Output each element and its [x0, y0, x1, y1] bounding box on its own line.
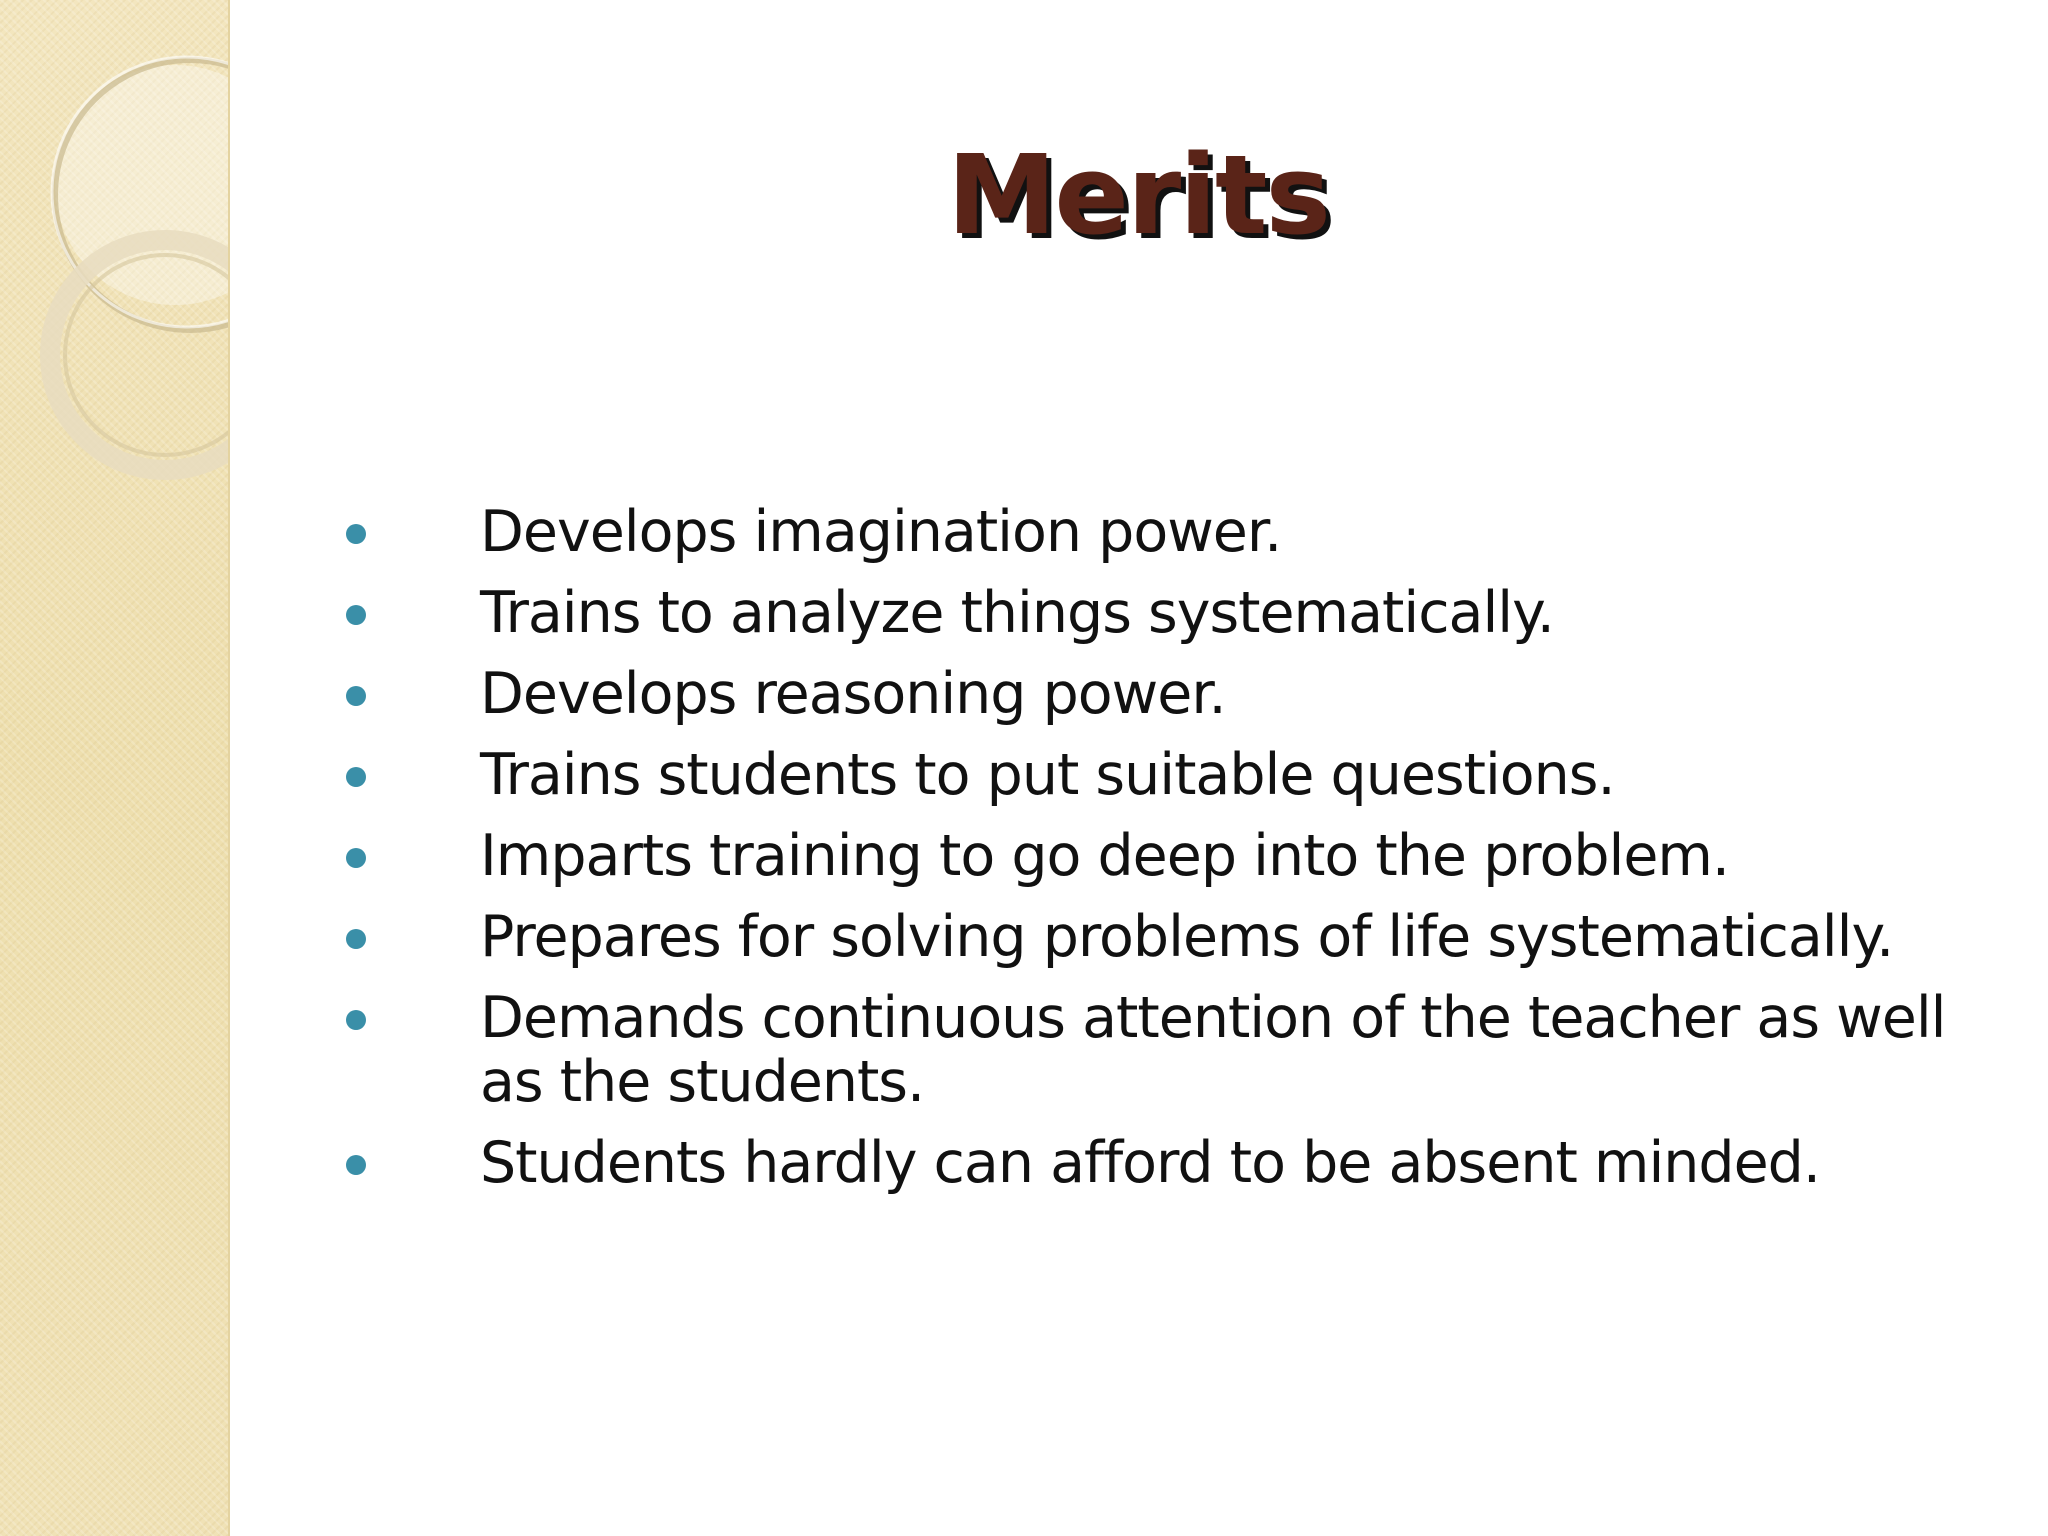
bullet-dot-icon [346, 1155, 366, 1175]
bullet-dot-icon [346, 524, 366, 544]
decorative-rings-icon [0, 0, 228, 1536]
list-item-text: Trains to analyze things systematically. [480, 580, 1554, 646]
list-item [340, 581, 2020, 645]
list-item [340, 500, 2020, 564]
list-item [340, 986, 2020, 1114]
bullet-dot-icon [346, 1010, 366, 1030]
list-item [340, 662, 2020, 726]
decorative-side-panel [0, 0, 230, 1536]
list-item [340, 824, 2020, 888]
list-item [340, 905, 2020, 969]
list-item-text: Develops imagination power. [480, 499, 1282, 565]
bullet-dot-icon [346, 929, 366, 949]
bullet-dot-icon [346, 848, 366, 868]
list-item [340, 743, 2020, 807]
list-item-text: Imparts training to go deep into the problem. [480, 823, 1730, 889]
bullet-list [340, 500, 2020, 1212]
bullet-dot-icon [346, 767, 366, 787]
list-item-text: Develops reasoning power. [480, 661, 1226, 727]
slide-title: Merits [946, 131, 1330, 259]
bullet-dot-icon [346, 686, 366, 706]
bullet-dot-icon [346, 605, 366, 625]
list-item-text: Prepares for solving problems of life systematically. [480, 904, 1894, 970]
list-item-text: Students hardly can afford to be absent minded. [480, 1130, 1820, 1196]
list-item-text: Demands continuous attention of the teacher as well as the students. [480, 985, 1946, 1115]
list-item-text: Trains students to put suitable questions. [480, 742, 1615, 808]
list-item [340, 1131, 2020, 1195]
